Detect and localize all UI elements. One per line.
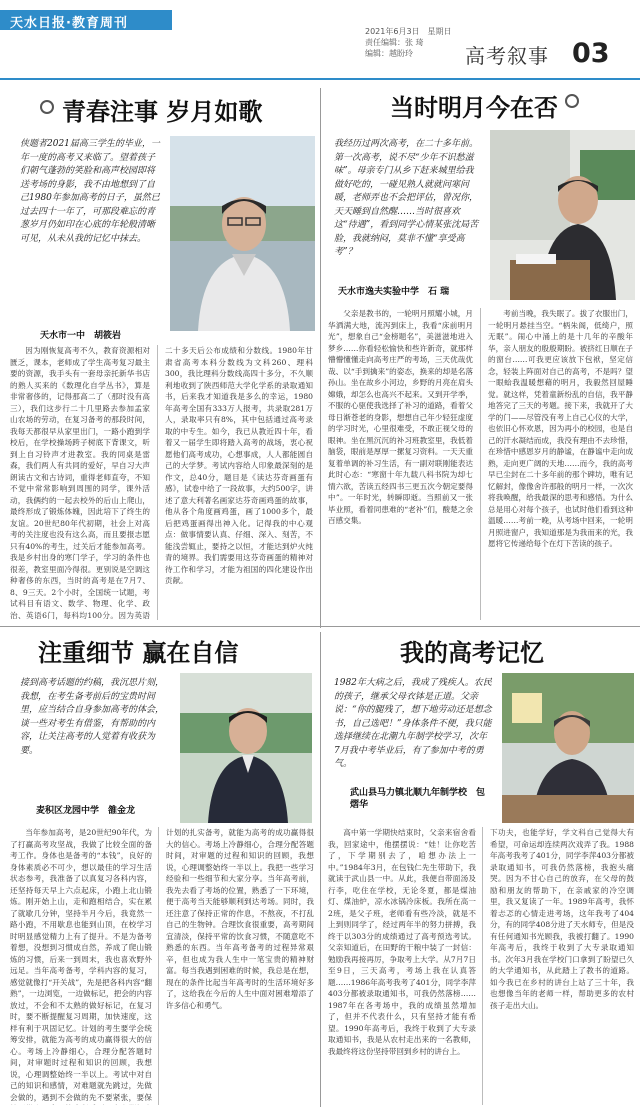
column-divider bbox=[157, 345, 158, 620]
article-details-confidence bbox=[0, 627, 320, 1111]
paper-name: 天水日报·教育周刊 bbox=[10, 16, 128, 31]
author-photo bbox=[490, 130, 635, 300]
article-intro-text: 1982年大病之后，我成了残疾人。农民的孩子，继承父母衣钵是正道。父亲说：“你的腿残了，想下地劳动还是想念书，自己选吧！”身体条件不便，我只能选择继续在北潮九年制学校学习，次年7月我中考毕业后，有了参加中考的勇气。 bbox=[334, 678, 492, 769]
article-headline: 青春注事 岁月如歌 bbox=[62, 97, 263, 126]
article-intro-text: 接到高考话题的约稿，我沉思片刻，我想，在考生备考前后的宝贵时间里，应当结合自身参加高考的体会，谈一些对考生有借鉴，有帮助的内容，让关注高考的人觉着有收获为要。 bbox=[20, 678, 165, 756]
article-headline: 当时明月今在否 bbox=[390, 93, 558, 122]
article-body-text-cont: 计划的扎实备考，就能为高考的成功赢得很大的信心。考场上冷静细心，合理分配答题时间，对审题的过程和知识的回顾，我想说，心理调整始终一半以上。我把一些学习经验和一些细节和大家分享。当年高考前，我先去看了考场的位置，熟悉了一下环境，便于高考当天能够顺利到达考场。同时，我还注意了保持正常的作息，不熬夜，不打乱自己的生物钟。合理饮食很重要，高考期间宜清淡，保持平常的饮食习惯，不随意吃不熟悉的东西。当年高考备考的过程异常艰辛，但也成为我人生中一笔宝贵的精神财富。每当我遇到困难的时候，我总是在想，现在的条件比起当年高考时的生活环境好多了，这给我在今后的人生中面对困难增添了许多信心和勇气。 bbox=[166, 828, 314, 1010]
author-portrait-image bbox=[490, 130, 635, 300]
article-body-col-2 bbox=[490, 827, 634, 1105]
article-body-text: 高中第一学期快结束时，父亲来宿舍看我，回家途中，他摆摆说：“娃！让你吃苦了，下学期别去了，咱想办法上一中。”1984年3月，在包钱仁先生带助下，我就读于武山县一中。从此，我便自带面汤及行李，吃住在学校，无论冬夏，都是煤油灯、煤油炉，凉水冰锅冷床板。我所在高一2班，是父子班，老师看有些冷淡，就是不上到则同学了，经过两年半的努力拼搏，我终于以303分的成绩通过了高考预选考试。父亲知道后，在田野的干粮中装了一封信：勉励我再接再厉，争取考上大学。从7月7日至9日，三天高考，考场上我在认真答题……1986年高考我考了401分，同学李萍403分都被录取通知书，可我仍然落榜……1987年在各考场中，我的成绩虽然增加了，但并不代表什么，只有坚持才能有希望。1990年高考后，我终于收到了大专录取通知书，我是从农村走出来的一名教师，我最终将这份坚持带回到乡村的讲台上。 bbox=[328, 828, 476, 1056]
author-portrait-image bbox=[502, 673, 634, 823]
masthead-meta bbox=[365, 26, 452, 59]
article-intro bbox=[328, 132, 488, 280]
author-photo bbox=[502, 673, 634, 823]
date-line: 2021年6月3日 星期日 bbox=[365, 27, 452, 36]
headline-ornament-icon bbox=[40, 100, 54, 114]
article-byline: 麦积区龙园中学 雒金龙 bbox=[36, 806, 136, 816]
author-photo bbox=[180, 673, 312, 823]
column-divider bbox=[482, 827, 483, 1105]
article-headline: 注重细节 赢在自信 bbox=[38, 638, 239, 667]
paper-name-banner bbox=[0, 10, 172, 30]
article-body-text-cont: 父亲是教书的，一轮明月照耀小城，月华洒满大地，流泻到床上，我看“床前明月光”，想象自己“金榜题名”，美滋滋地进入梦乡……你看轻松愉快和些许新奇，就那样懵懵懂懂走向高考庄严的考场，三天优哉优哉、以“手到擒来”的姿态，换来的却是名落孙山。坐在故乡小河边，乡野的月亮在肩头嫦娥，却怎么也高兴不起来。又到开学季，不服的心驱使我选择了补习的道路，看着父母日渐苍老的身影，想想自己年少轻狂虚度的学习时光，心里很难受，不敢正视父母的眼神。坐在黑沉沉的补习班教室里，我低着脑袋，眼前是厚厚一摞复习资料。一天天重复着单调的补习生活，有一副对联刚能表达此时心态：“寒窗十年九载八科书院为却七情六欲，苦读五经四书三更五次今朝定要得中”。一年时光，转瞬即逝。当照前又一张毕业照，看着同患难的“老补”们，酸楚之余百感交集。 bbox=[328, 309, 473, 525]
article-my-exam-memory bbox=[320, 627, 640, 1111]
article-intro bbox=[14, 132, 166, 322]
article-intro-text: 我经历过两次高考，在二十多年前。第一次高考，说不尽“少年不识愁滋味”。母亲专门从乡下赶来城里给我做好吃的，一碰见熟人就就问寒问暖，老师弄也不会把评估，曾况你，天天睡到自然醒……当时很喜欢这“待遇”，看到同学心情某张沈局苦脸，我就纳闷，莫非不懂“享受高考”？ bbox=[334, 139, 479, 257]
column-divider bbox=[480, 308, 481, 620]
article-body-col-1 bbox=[10, 827, 152, 1105]
article-moon-tonight bbox=[320, 80, 640, 625]
article-body-text: 因为刚恢复高考不久，教育资源相对匮乏，课本，老师成了学生高考复习最主要的资源，我手头有一套母亲托新华书店的熟人买来的《数理化自学丛书》，算是非常奢侈的，记得那高二了（那时没有高三），我们这步行二十几里路去参加孟家山农场的劳动，在复习备考的那段时间，我每天都很早从家里出门，一路小跑到学校后，在学校操场跨子树底下背课文，听到上自习铃声才进教室。我的同桌是雷森，我们两人有共同的爱好，早自习大声朗读古文和古诗词，重得老师直夸，不知不觉中常常影响到周围的同学，课外活动，我俩约的一起去校外的后山上爬山，最终形成了锻炼体魄，因此培下了终生的友谊。20世纪80年代初期，社会上对高考的关注度也没有这么高，而且要报志愿只有40%的考生，过关后才能参加高考。我是乡村出身的寒门学子，学习的条件也很差，教室里面冷得很。更别说是空调这种奢侈的东西，当时的高考是在7月7、8、9三天。2个小时，全国统一试题，考试科目有语文、数学、物理、化学、政治、英语6门，每科均100分。因为英语 bbox=[10, 346, 150, 620]
author-portrait-image bbox=[180, 673, 312, 823]
article-body-text-cont: 二十多天后公布成绩和分数线。1980年甘肃省高考本科分数线为文科260、理科300，我比理科分数线高四十多分，不久顺利地收到了陕西师范大学化学系的录取通知书，后来我才知道我是多么的幸运，1980年高考全国有333万人报考，共录取281万人，录取率只有8%，其中包括通过高考录取的中专生。如今，我已从教近四十年，看着又一届学生即将踏入高考的战场，衷心祝愿他们高考成功，心想事成，人人都能圆自己的大学梦。考试内容给人印象最深刻的是作文，总40分，题目是《读达芬奇画蛋有感》，试卷中给了一段故事，大约500字，讲述了意大利著名画家达芬奇画鸡蛋的故事，他从各个角度画鸡蛋，画了1000多个，最后把鸡蛋画得出神入化。记得我的中心观点：做事情要认真、仔细、深入、刻苦，不能浅尝辄止，要持之以恒，才能达到炉火纯青的境界。我们需要用这芬奇画蛋的精神对待工作和学习，才能为祖国的四化建设作出贡献。 bbox=[165, 346, 313, 585]
article-intro bbox=[328, 671, 498, 789]
page-number: 03 bbox=[572, 38, 610, 69]
article-intro-text: 侠题者2021届高三学生的毕业，一年一度的高考又来临了。望着孩子们朝气蓬勃的笑脸和高声校园即将送考场的身影，我不由地想到了自己1980年参加高考的日子，虽然已过去四十一年了，可那段难忘的青葱岁月仍如印在心底的年轮般清晰可见，从未从我的记忆中抹去。 bbox=[20, 139, 160, 244]
masthead bbox=[0, 0, 640, 80]
section-title: 高考叙事 bbox=[465, 44, 549, 68]
article-byline: 天水市逸夫实验中学 石 瑞 bbox=[338, 287, 450, 297]
article-byline: 天水市一中 胡筱岩 bbox=[40, 331, 122, 341]
article-body-col-2 bbox=[165, 345, 313, 620]
author-portrait-image bbox=[170, 136, 315, 331]
article-body-text-cont: 下功夫，也能学好，学文科自己觉得大有希望，可命运却连续两次戏弄了我。1988年高考我考了401分，同学李萍403分都被录取通知书，可我仍然落榜，我抱头痛哭。因为不甘心自己的放弃，在父母的鼓励和朋友的帮助下，在亲戚家的冷空调里，我又复读了一年。1989年高考，我怀着忐忑的心情走进考场，这年我考了404分，有的同学408分进了天水师专，但是没有任何通知书光顾我，我被打翻了。1990年高考后，我终于收到了大专录取通知书。次年3月我在学校门口拿到了盼望已久的大学通知书，从此踏上了教书的道路。如今我已在乡村的讲台上站了三十年，我也想像当年的老师一样，帮助更多的农村孩子走出大山。 bbox=[490, 828, 634, 1010]
column-divider bbox=[158, 827, 159, 1105]
article-body-text: 考前当晚，我失眠了。拔了衣服出门，一轮明月悬挂当空。“柄朱阁，低绮户，照无眠”。闹心中涌上的是十几年的辛酸年华，亲人朋友的殷殷期盼。被挤红日顺在子的窗台……可我更应该放下包袱，坚定信念，轻装上阵面对自己的高考，不是吗？望一眼蛤我温暖想藉的明月，我毅然回屋睡觉。就这样，凭着童新纷乱的自信，我平静地答完了三天的考题。接下来，我就开了大学的门——尽管没有考上自己心仪的大学，也依旧心怀欢恩，因为再小的校园，也是自己的汗水凝结而成，我没有理由不去珍惜，在珍惜中感恩岁月的静谧，在静谧中走向成熟，走向更广阔的天地……而今，我的高考早已尘封在二十多年前的那个碑坊，唯有记忆解封，像像舍许那般的明月一样，一次次将我唤醒，给我最深的思考和感悟。为什么总是用心对每个孩子，也试时他们看到这种温暖……考前一晚，从考场中回来，一轮明月照进窗户，我知道那是为我而来的光，我愿将它传递给每个在灯下苦读的孩子。 bbox=[488, 309, 633, 548]
author-photo bbox=[170, 136, 315, 331]
editor-line: 责任编辑：张 琦 bbox=[365, 38, 424, 47]
article-body-col-2 bbox=[488, 308, 633, 620]
article-body-col-1 bbox=[328, 827, 476, 1105]
article-body-col-1 bbox=[328, 308, 473, 620]
article-body-text: 当年参加高考，是20世纪90年代，为了打赢高考攻坚战，我做了比较全面的备考工作。身体也是备考的“本钱”，良好的身体素质必不可少，想以最佳的学习生活状态参考，我准备了以真复习各科内容，还坚持每天早上六点起床，小跑上北山锻炼。刚开始上山，走和跑相结合，实在累了就歇几分钟，坚持半月今后，我竟然一路小跑，不用歇息也能到山顶，在校学习时明显感觉精力上有了提升。不是为备考着想，没想到习惯成自然，养成了爬山锻炼的习惯，后来一到周末，我也喜欢野外远足。当年高考备考，学科内容的复习，感觉就像打“开关战”，先是把各科内容“翻熟”，一边浏览，一边做标记，把会的内容放过，不会和不太熟的做好标记，在复习时，要不断提醒复习周期，加快速度，这样有利于巩固记忆。计划的考生要学会统筹安排，就能为高考的成功赢得很大的信心。考场上冷静细心，合理分配答题时间，对审题时过程和知识的回顾，我想说，心理调整始终一半以上。考试中对自己的知识和感情，对难题就先跳过，先做会做的，遇到不会做的先不要紧张，要保 bbox=[10, 828, 152, 1102]
article-headline: 我的高考记忆 bbox=[400, 638, 544, 667]
layout-line: 编辑：越盼玲 bbox=[365, 49, 413, 58]
article-body-col-2 bbox=[166, 827, 314, 1105]
headline-ornament-icon bbox=[565, 94, 579, 108]
article-intro bbox=[14, 671, 174, 801]
article-youth-memories bbox=[0, 80, 320, 625]
article-body-col-1 bbox=[10, 345, 150, 620]
article-byline: 武山县马力镇北顺九年制学校 包熠华 bbox=[350, 788, 486, 810]
